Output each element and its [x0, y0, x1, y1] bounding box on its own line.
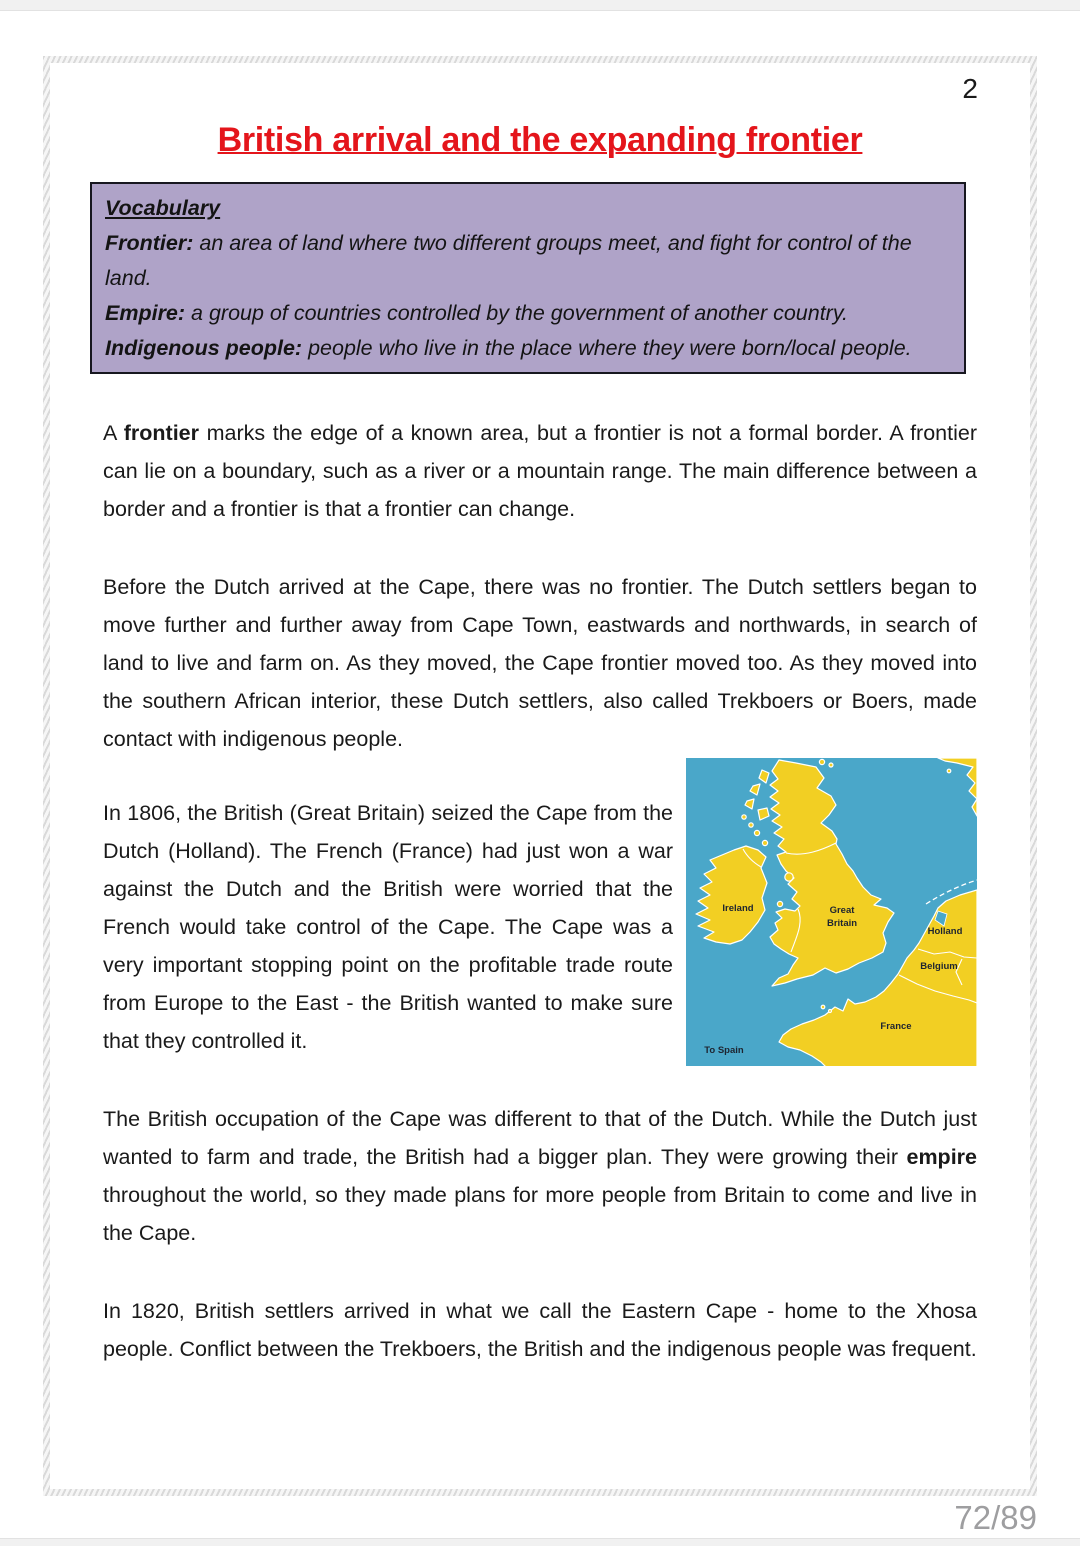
map-label-great: Great [829, 905, 855, 916]
document-page [43, 56, 1037, 1496]
document-page-inner [50, 63, 1030, 1489]
text-run: A [103, 421, 124, 445]
vocabulary-entries [105, 226, 951, 366]
text-run: The British occupation of the Cape was different to that of the Dutch. While the Dutch just wanted to farm and trade, the British had a bigger plan. They were growing their [103, 1107, 977, 1169]
vocabulary-box [90, 182, 966, 374]
small-island [947, 769, 951, 773]
paragraph-british-occupation [103, 1100, 977, 1252]
map-label-belgium: Belgium [920, 961, 958, 972]
isle-of-man [785, 873, 793, 881]
vocabulary-heading [105, 191, 951, 226]
vocabulary-term: Frontier: [105, 231, 194, 255]
page-number: 2 [962, 73, 978, 104]
britain-europe-map [686, 758, 977, 1066]
document-title-text: British arrival and the expanding frontier [217, 121, 863, 159]
small-island [742, 815, 746, 819]
map-label-france: France [880, 1021, 912, 1032]
channel-island [821, 1005, 825, 1009]
page-position-indicator: 72/89 [954, 1499, 1037, 1536]
vocabulary-definition: an area of land where two different groups meet, and fight for control of the land. [105, 231, 912, 290]
viewer-page-gap-top [0, 0, 1080, 11]
channel-island [829, 1010, 832, 1013]
paragraph-british-seizure [103, 794, 673, 1060]
map-label-ireland: Ireland [722, 903, 754, 914]
vocabulary-heading-text: Vocabulary [105, 196, 221, 220]
map-label-britain: Britain [826, 918, 858, 929]
bold-term: frontier [123, 421, 199, 445]
vocabulary-entry [105, 226, 951, 296]
vocabulary-term: Indigenous people: [105, 336, 303, 360]
orkney-island [819, 759, 824, 764]
text-run: Before the Dutch arrived at the Cape, there was no frontier. The Dutch settlers began to move further and further away from Cape Town, eastwards and northwards, in search of land to live and farm on. As they moved, the Cape frontier moved too. As they moved into the southern African interior, these Dutch settlers, also called Trekboers or Boers, made contact with indigenous people. [103, 575, 977, 751]
bold-term: empire [906, 1145, 977, 1169]
document-title [50, 121, 1030, 160]
text-run: In 1806, the British (Great Britain) seized the Cape from the Dutch (Holland). The French (France) had just won a war against the Dutch and the British were worried that the French would take control of the Cape. The Cape was a very important stopping point on the profitable trade route from Europe to the East - the British wanted to make sure that they controlled it. [103, 801, 673, 1053]
vocabulary-definition: a group of countries controlled by the government of another country. [185, 301, 848, 325]
map-label-to-spain: To Spain [704, 1045, 744, 1056]
text-run: throughout the world, so they made plans for more people from Britain to come and live in the Cape. [103, 1183, 977, 1245]
paragraph-with-map-row [103, 794, 977, 1066]
map-label-holland: Holland [927, 926, 963, 937]
small-island [762, 840, 767, 845]
viewer-page-gap-bottom [0, 1538, 1080, 1546]
small-island [749, 823, 753, 827]
vocabulary-entry [105, 296, 951, 331]
paragraph-1820-settlers [103, 1292, 977, 1368]
document-body [103, 414, 977, 1368]
text-run: marks the edge of a known area, but a frontier is not a formal border. A frontier can lie on a boundary, such as a river or a mountain range. The main difference between a border and a frontier is that a frontier can change. [103, 421, 977, 521]
paragraph-frontier-definition [103, 414, 977, 528]
map-figure [686, 758, 977, 1066]
vocabulary-term: Empire: [105, 301, 186, 325]
vocabulary-entry [105, 331, 951, 366]
vocabulary-definition: people who live in the place where they were born/local people. [302, 336, 912, 360]
orkney-island [829, 763, 833, 767]
small-island [754, 830, 759, 835]
anglesey-island [777, 901, 782, 906]
text-run: In 1820, British settlers arrived in what we call the Eastern Cape - home to the Xhosa people. Conflict between the Trekboers, the British and the indigenous people was frequent. [103, 1299, 977, 1361]
paragraph-dutch-expansion [103, 568, 977, 758]
